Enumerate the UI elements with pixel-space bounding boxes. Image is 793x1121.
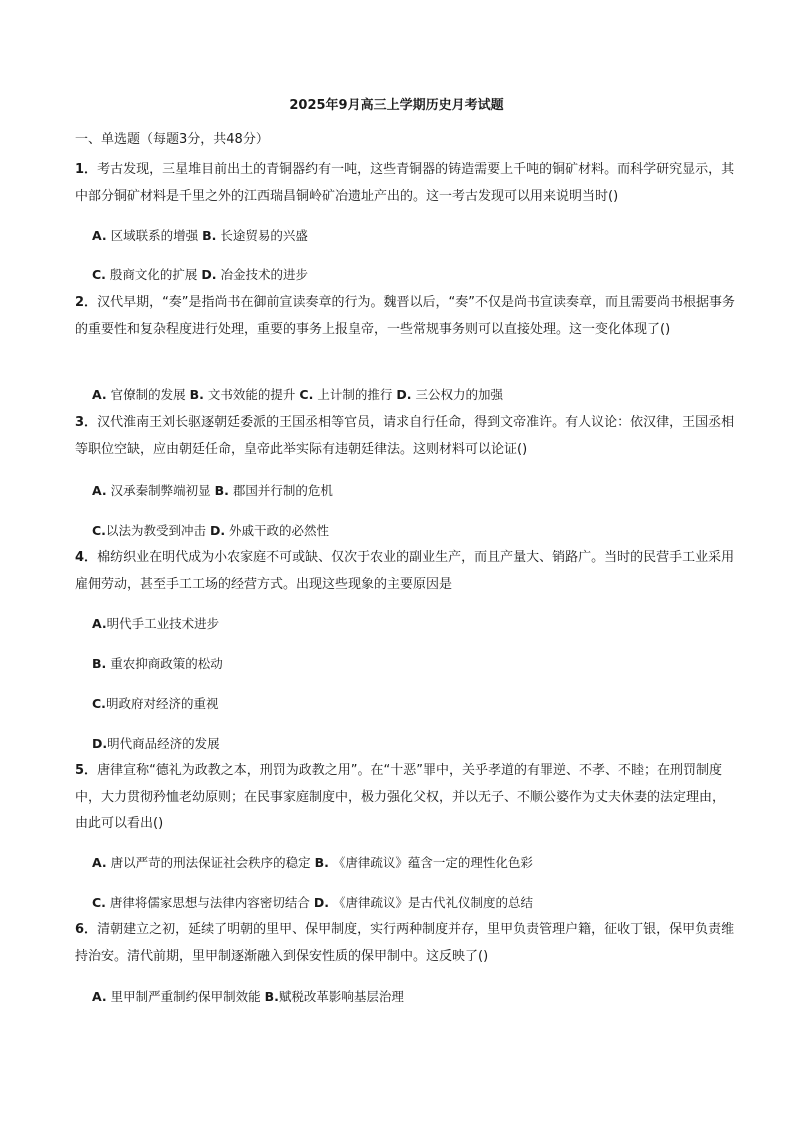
option-c [92, 694, 732, 714]
option-a [92, 614, 732, 634]
option-text: 里甲制严重制约保甲制效能 [110, 989, 261, 1004]
options-row [92, 226, 732, 246]
option-text: 唐以严苛的刑法保证社会秩序的稳定 [110, 855, 311, 870]
option-label: C. [92, 696, 106, 711]
options-row [92, 853, 732, 873]
question-stem: 考古发现，三星堆目前出土的青铜器约有一吨，这些青铜器的铸造需要上千吨的铜矿材料。而科学研究显示，其中部分铜矿材料是千里之外的江西瑞昌铜岭矿冶遗址产出的。这一考古发现可以用来说明当时() [75, 162, 735, 204]
option-b [92, 654, 732, 674]
option-label: C. [92, 523, 106, 538]
option-text: 唐律将儒家思想与法律内容密切结合 [109, 895, 310, 910]
option-label: A. [92, 989, 107, 1004]
options-row [92, 265, 732, 285]
question-number: 2 [75, 295, 85, 310]
option-label: A. [92, 855, 107, 870]
question-number: 6 [75, 922, 85, 937]
question-dot: ． [84, 162, 98, 177]
question-stem: 唐律宣称“德礼为政教之本，刑罚为政教之用”。在“十恶”罪中，关乎孝道的有罪逆、不孝、不睦；在刑罚制度中，大力贯彻矜恤老幼原则；在民事家庭制度中，极力强化父权，并以无子、不顺公婆作为丈夫休妻的法定理由，由此可以看出() [75, 763, 726, 831]
options-row [92, 481, 732, 501]
question-number: 1 [75, 162, 85, 177]
question-3 [75, 410, 735, 463]
option-text: 冶金技术的进步 [220, 267, 309, 282]
option-text: 区域联系的增强 [110, 228, 199, 243]
option-label: D. [209, 523, 226, 538]
option-text: 《唐律疏议》蕴含一定的理性化色彩 [332, 855, 533, 870]
option-text: 明政府对经济的重视 [105, 696, 219, 711]
option-text: 明代商品经济的发展 [107, 736, 220, 751]
option-text: 官僚制的发展 [110, 387, 186, 402]
option-label: C. [299, 387, 314, 402]
option-text: 以法为教受到冲击 [105, 523, 206, 538]
option-text: 外戚干政的必然性 [229, 523, 330, 538]
question-number: 3 [75, 415, 85, 430]
question-dot: ． [84, 295, 98, 310]
option-label: B. [314, 855, 329, 870]
option-label: A. [92, 387, 107, 402]
option-label: A. [92, 228, 107, 243]
option-text: 《唐律疏议》是古代礼仪制度的总结 [333, 895, 534, 910]
option-text: 上计制的推行 [317, 387, 393, 402]
option-label: C. [92, 267, 106, 282]
question-2 [75, 290, 735, 343]
option-label: D. [92, 736, 108, 751]
options-row [92, 385, 732, 405]
option-label: B. [264, 989, 279, 1004]
question-1 [75, 157, 735, 210]
page-title: 2025年9月高三上学期历史月考试题 [289, 98, 504, 113]
option-text: 重农抑商政策的松动 [110, 656, 223, 671]
options-row [92, 987, 732, 1007]
options-row [92, 893, 732, 913]
option-label: B. [189, 387, 204, 402]
option-text: 汉承秦制弊端初显 [110, 483, 211, 498]
option-text: 赋税改革影响基层治理 [278, 989, 404, 1004]
option-text: 长途贸易的兴盛 [220, 228, 308, 243]
question-dot: ． [84, 922, 98, 937]
question-dot: ． [84, 763, 98, 778]
question-number: 4 [75, 550, 85, 565]
question-dot: ． [84, 415, 98, 430]
option-text: 文书效能的提升 [207, 387, 296, 402]
section-heading: 一、单选题（每题3分，共48分） [75, 132, 269, 147]
question-stem: 棉纺织业在明代成为小农家庭不可或缺、仅次于农业的副业生产，而且产量大、销路广。当时的民营手工业采用雇佣劳动，甚至手工工场的经营方式。出现这些现象的主要原因是 [75, 550, 735, 592]
option-d [92, 734, 732, 754]
question-stem: 清朝建立之初，延续了明朝的里甲、保甲制度，实行两种制度并存，里甲负责管理户籍，征收丁银，保甲负责维持治安。清代前期，里甲制逐渐融入到保安性质的保甲制中。这反映了() [75, 922, 735, 964]
option-label: A. [92, 483, 107, 498]
option-label: B. [202, 228, 217, 243]
option-text: 三公权力的加强 [415, 387, 503, 402]
option-label: A. [92, 616, 107, 631]
option-label: C. [92, 895, 106, 910]
option-label: D. [313, 895, 330, 910]
option-text: 殷商文化的扩展 [109, 267, 198, 282]
question-number: 5 [75, 763, 85, 778]
option-label: D. [396, 387, 412, 402]
question-stem: 汉代早期，“奏”是指尚书在御前宣读奏章的行为。魏晋以后，“奏”不仅是尚书宣读奏章，而且需要尚书根据事务的重要性和复杂程度进行处理，重要的事务上报皇帝，一些常规事务则可以直接处理。这一变化体现了() [75, 295, 736, 337]
question-stem: 汉代淮南王刘长驱逐朝廷委派的王国丞相等官员，请求自行任命，得到文帝准许。有人议论：依汉律，王国丞相等职位空缺，应由朝廷任命，皇帝此举实际有违朝廷律法。这则材料可以论证() [75, 415, 735, 457]
option-text: 明代手工业技术进步 [106, 616, 220, 631]
option-label: D. [201, 267, 217, 282]
question-dot: ． [84, 550, 98, 565]
question-5 [75, 758, 735, 838]
option-label: B. [92, 656, 107, 671]
option-label: B. [214, 483, 229, 498]
question-6 [75, 917, 735, 970]
option-text: 郡国并行制的危机 [232, 483, 333, 498]
options-row [92, 521, 732, 541]
question-4 [75, 545, 735, 598]
